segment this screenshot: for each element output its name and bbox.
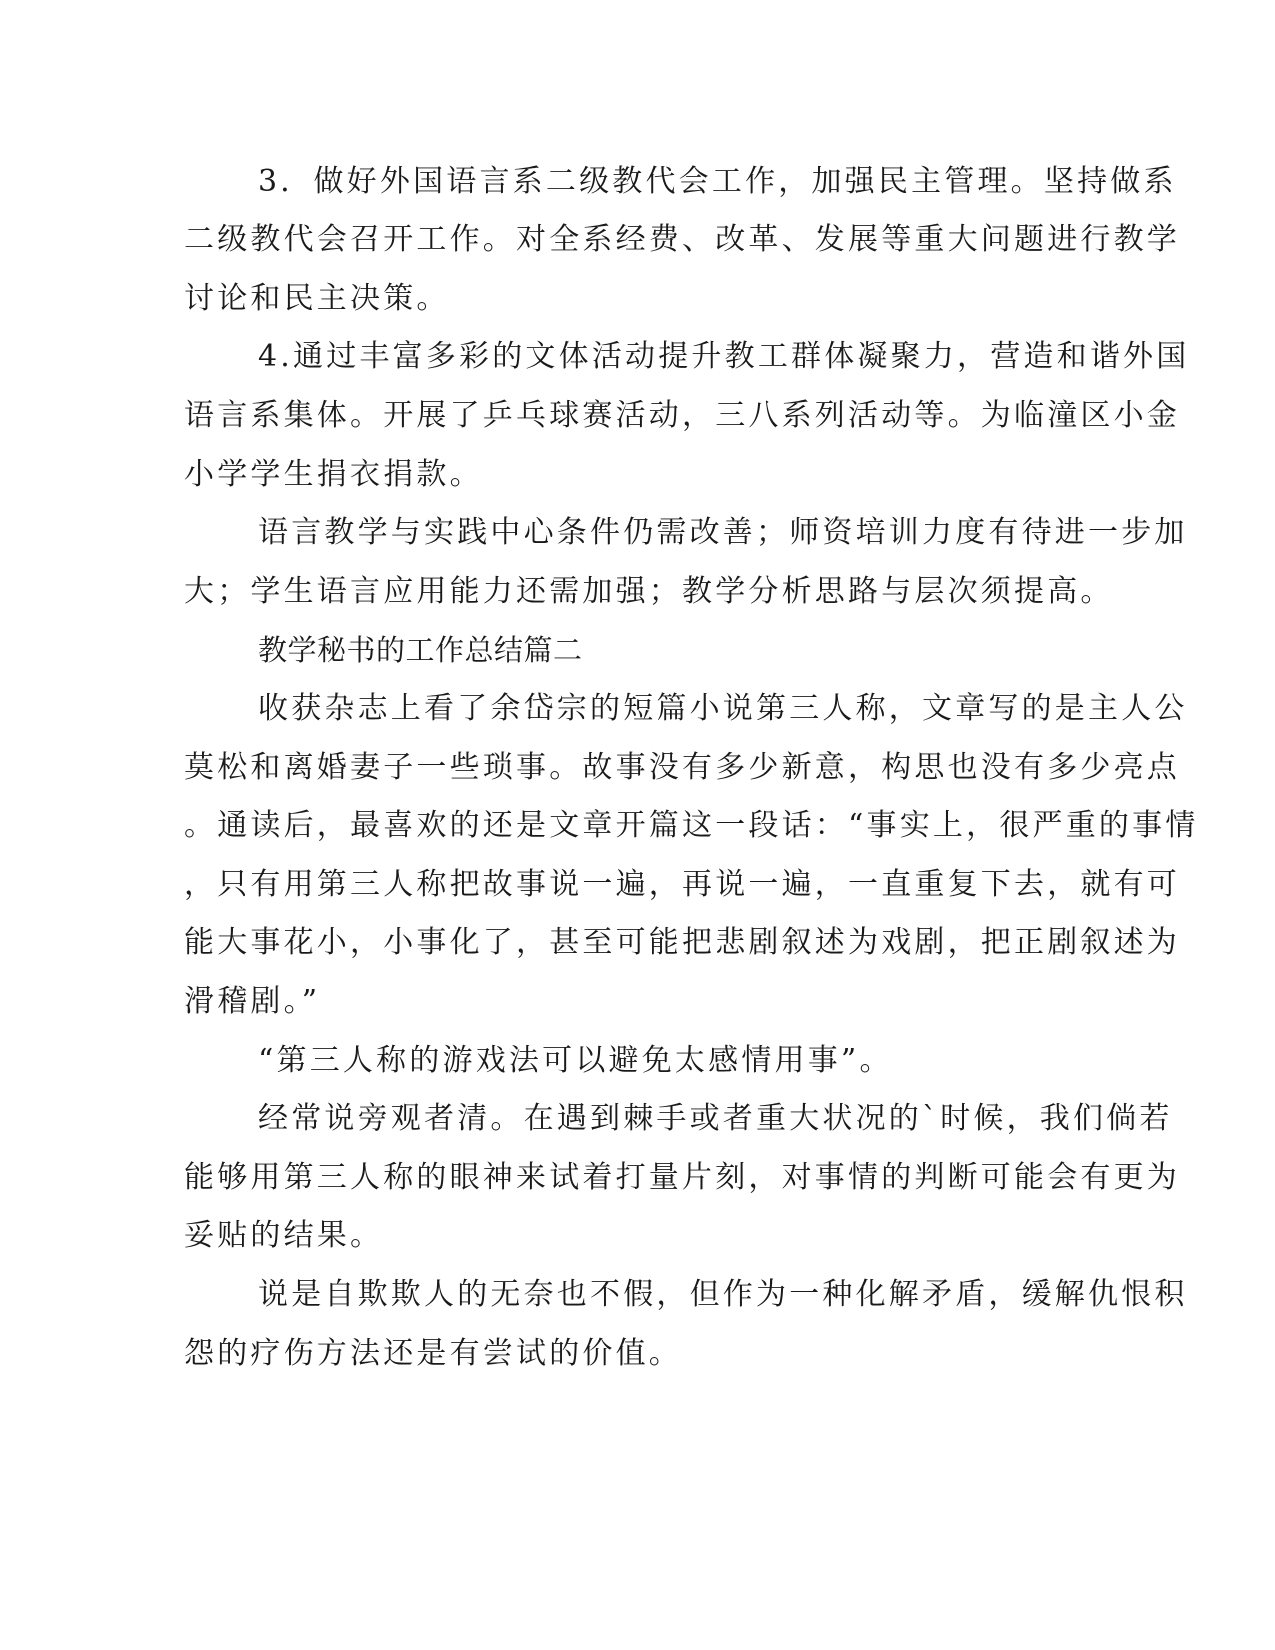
paragraph-3-line-2: 二级教代会召开工作。对全系经费、改革、发展等重大问题进行教学 [184,222,1180,257]
review-paragraph-line-3: 。通读后，最喜欢的还是文章开篇这一段话：“事实上，很严重的事情 [184,808,1199,843]
observer-paragraph-line-1: 经常说旁观者清。在遇到棘手或者重大状况的`时候，我们倘若 [258,1101,1173,1136]
paragraph-3-line-3: 讨论和民主决策。 [184,281,450,316]
review-paragraph-line-2: 莫松和离婚妻子一些琐事。故事没有多少新意，构思也没有多少亮点 [184,750,1180,785]
closing-paragraph-line-1: 说是自欺欺人的无奈也不假，但作为一种化解矛盾，缓解仇恨积 [258,1277,1188,1312]
problems-paragraph-line-1: 语言教学与实践中心条件仍需改善；师资培训力度有待进一步加 [258,515,1188,550]
quote-paragraph: “第三人称的游戏法可以避免太感情用事”。 [258,1043,893,1078]
observer-paragraph-line-3: 妥贴的结果。 [184,1218,384,1253]
review-paragraph-line-1: 收获杂志上看了余岱宗的短篇小说第三人称，文章写的是主人公 [258,691,1188,726]
review-paragraph-line-4: ，只有用第三人称把故事说一遍，再说一遍，一直重复下去，就有可 [184,867,1180,902]
section-title: 教学秘书的工作总结篇二 [258,633,583,667]
review-paragraph-line-5: 能大事花小，小事化了，甚至可能把悲剧叙述为戏剧，把正剧叙述为 [184,925,1180,960]
paragraph-4-line-1: 4.通过丰富多彩的文体活动提升教工群体凝聚力，营造和谐外国 [258,339,1190,374]
review-paragraph-line-6: 滑稽剧。” [184,984,321,1019]
observer-paragraph-line-2: 能够用第三人称的眼神来试着打量片刻，对事情的判断可能会有更为 [184,1160,1180,1195]
closing-paragraph-line-2: 怨的疗伤方法还是有尝试的价值。 [184,1336,682,1371]
paragraph-4-line-3: 小学学生捐衣捐款。 [184,457,483,492]
paragraph-4-line-2: 语言系集体。开展了乒乓球赛活动，三八系列活动等。为临潼区小金 [184,398,1180,433]
problems-paragraph-line-2: 大；学生语言应用能力还需加强；教学分析思路与层次须提高。 [184,574,1114,609]
paragraph-3-line-1: 3．做好外国语言系二级教代会工作，加强民主管理。坚持做系 [258,164,1177,199]
